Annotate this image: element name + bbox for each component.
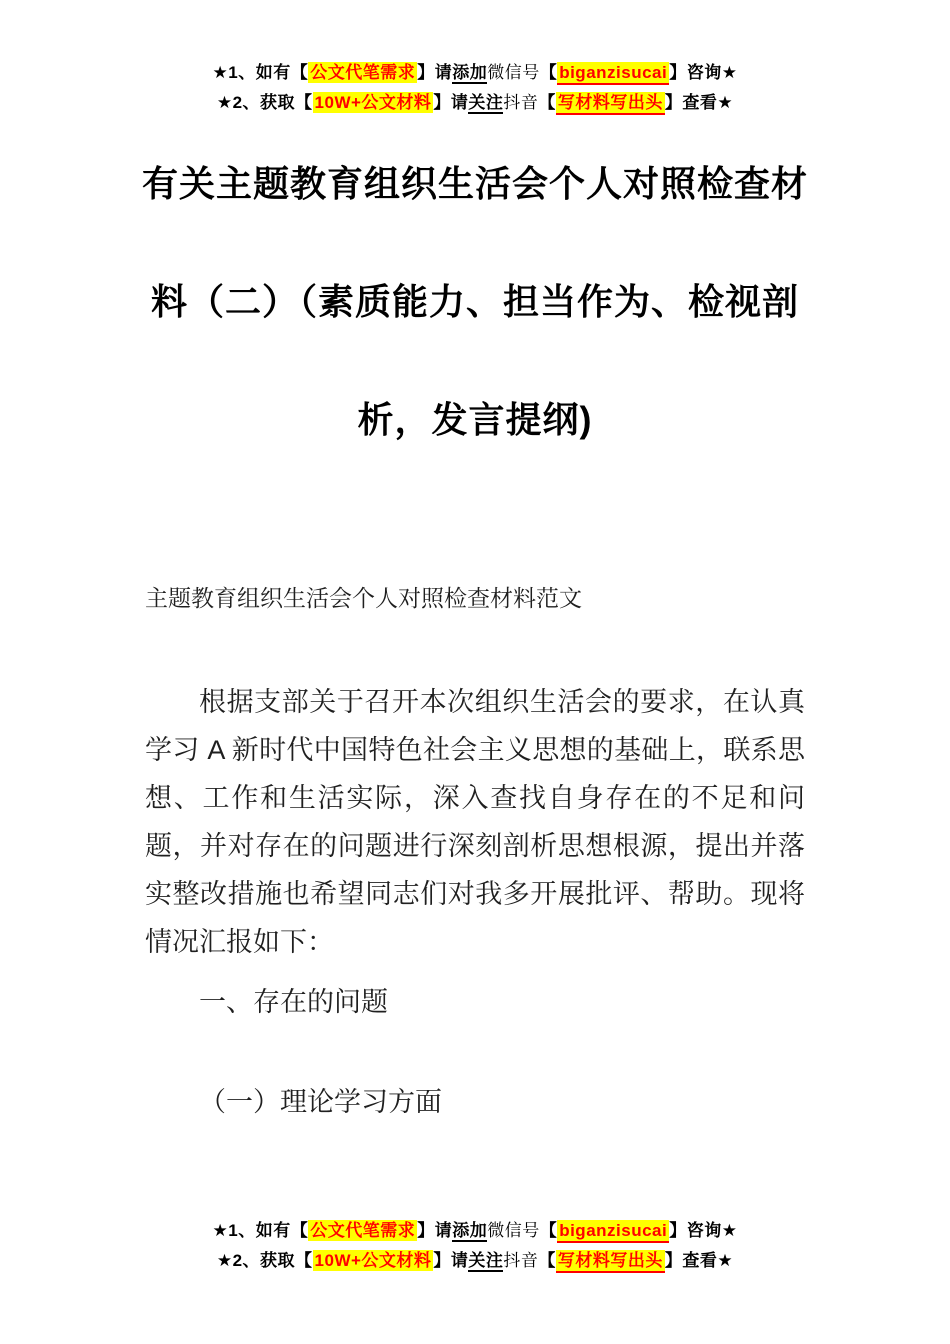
promo-line (0, 1246, 950, 1276)
promo-segment: 公文代笔需求 (310, 63, 416, 82)
promo-segment: biganzisucai (557, 1220, 669, 1243)
promo-segment: biganzisucai (557, 62, 669, 85)
promo-segment: 【 (538, 1251, 556, 1270)
promo-segment: 微信号 (487, 1221, 540, 1240)
promo-segment: 】请 (417, 63, 453, 82)
promo-segment: 10W+公文材料 (314, 93, 432, 112)
promo-segment: 关注 (468, 93, 504, 112)
title-line-1: 有关主题教育组织生活会个人对照检查材 (141, 163, 808, 204)
promo-segment: ★2、获取【 (216, 1251, 313, 1270)
promo-segment: 】请 (433, 93, 469, 112)
promo-segment: 】查看★ (664, 93, 734, 112)
promo-segment: 关注 (468, 1251, 504, 1270)
promo-segment: 抖音 (503, 93, 539, 112)
promo-segment: 抖音 (503, 1251, 539, 1270)
promo-segment: 写材料写出头 (556, 1250, 665, 1273)
promo-segment: 】咨询★ (669, 1221, 738, 1240)
document-subtitle: 主题教育组织生活会个人对照检查材料范文 (145, 585, 582, 611)
body-paragraph: 根据支部关于召开本次组织生活会的要求，在认真学习 A 新时代中国特色社会主义思想的基础上，联系思想、工作和生活实际，深入查找自身存在的不足和问题，并对存在的问题进行深刻剖析思想根源，提出并落实整改措施也希望同志们对我多开展批评、帮助。现将情况汇报如下： (145, 687, 805, 957)
promo-segment: 写材料写出头 (556, 92, 665, 115)
title-line-2: 料（二）（素质能力、担当作为、检视剖 (150, 281, 799, 322)
promo-segment: 【 (539, 1221, 558, 1240)
page-title (140, 125, 810, 479)
promo-footer (0, 1216, 950, 1276)
promo-segment: ★1、如有【 (212, 63, 309, 82)
promo-segment: ★2、获取【 (216, 93, 313, 112)
promo-segment: 】请 (433, 1251, 469, 1270)
promo-segment: 】查看★ (664, 1251, 734, 1270)
promo-segment: 】请 (417, 1221, 453, 1240)
promo-segment: 10W+公文材料 (314, 1251, 432, 1270)
promo-segment: 添加 (452, 63, 488, 82)
section-heading-problems: 一、存在的问题 (199, 987, 388, 1017)
subsection-heading-theory-study: （一）理论学习方面 (199, 1087, 442, 1117)
promo-header (0, 58, 950, 118)
promo-segment: 公文代笔需求 (310, 1221, 416, 1240)
promo-line (0, 88, 950, 118)
promo-segment: 微信号 (487, 63, 540, 82)
title-line-3: 析，发言提纲) (357, 399, 593, 440)
promo-segment: 【 (538, 93, 556, 112)
promo-segment: 】咨询★ (669, 63, 738, 82)
promo-segment: ★1、如有【 (212, 1221, 309, 1240)
promo-line (0, 58, 950, 88)
promo-line (0, 1216, 950, 1246)
promo-segment: 【 (539, 63, 558, 82)
promo-segment: 添加 (452, 1221, 488, 1240)
